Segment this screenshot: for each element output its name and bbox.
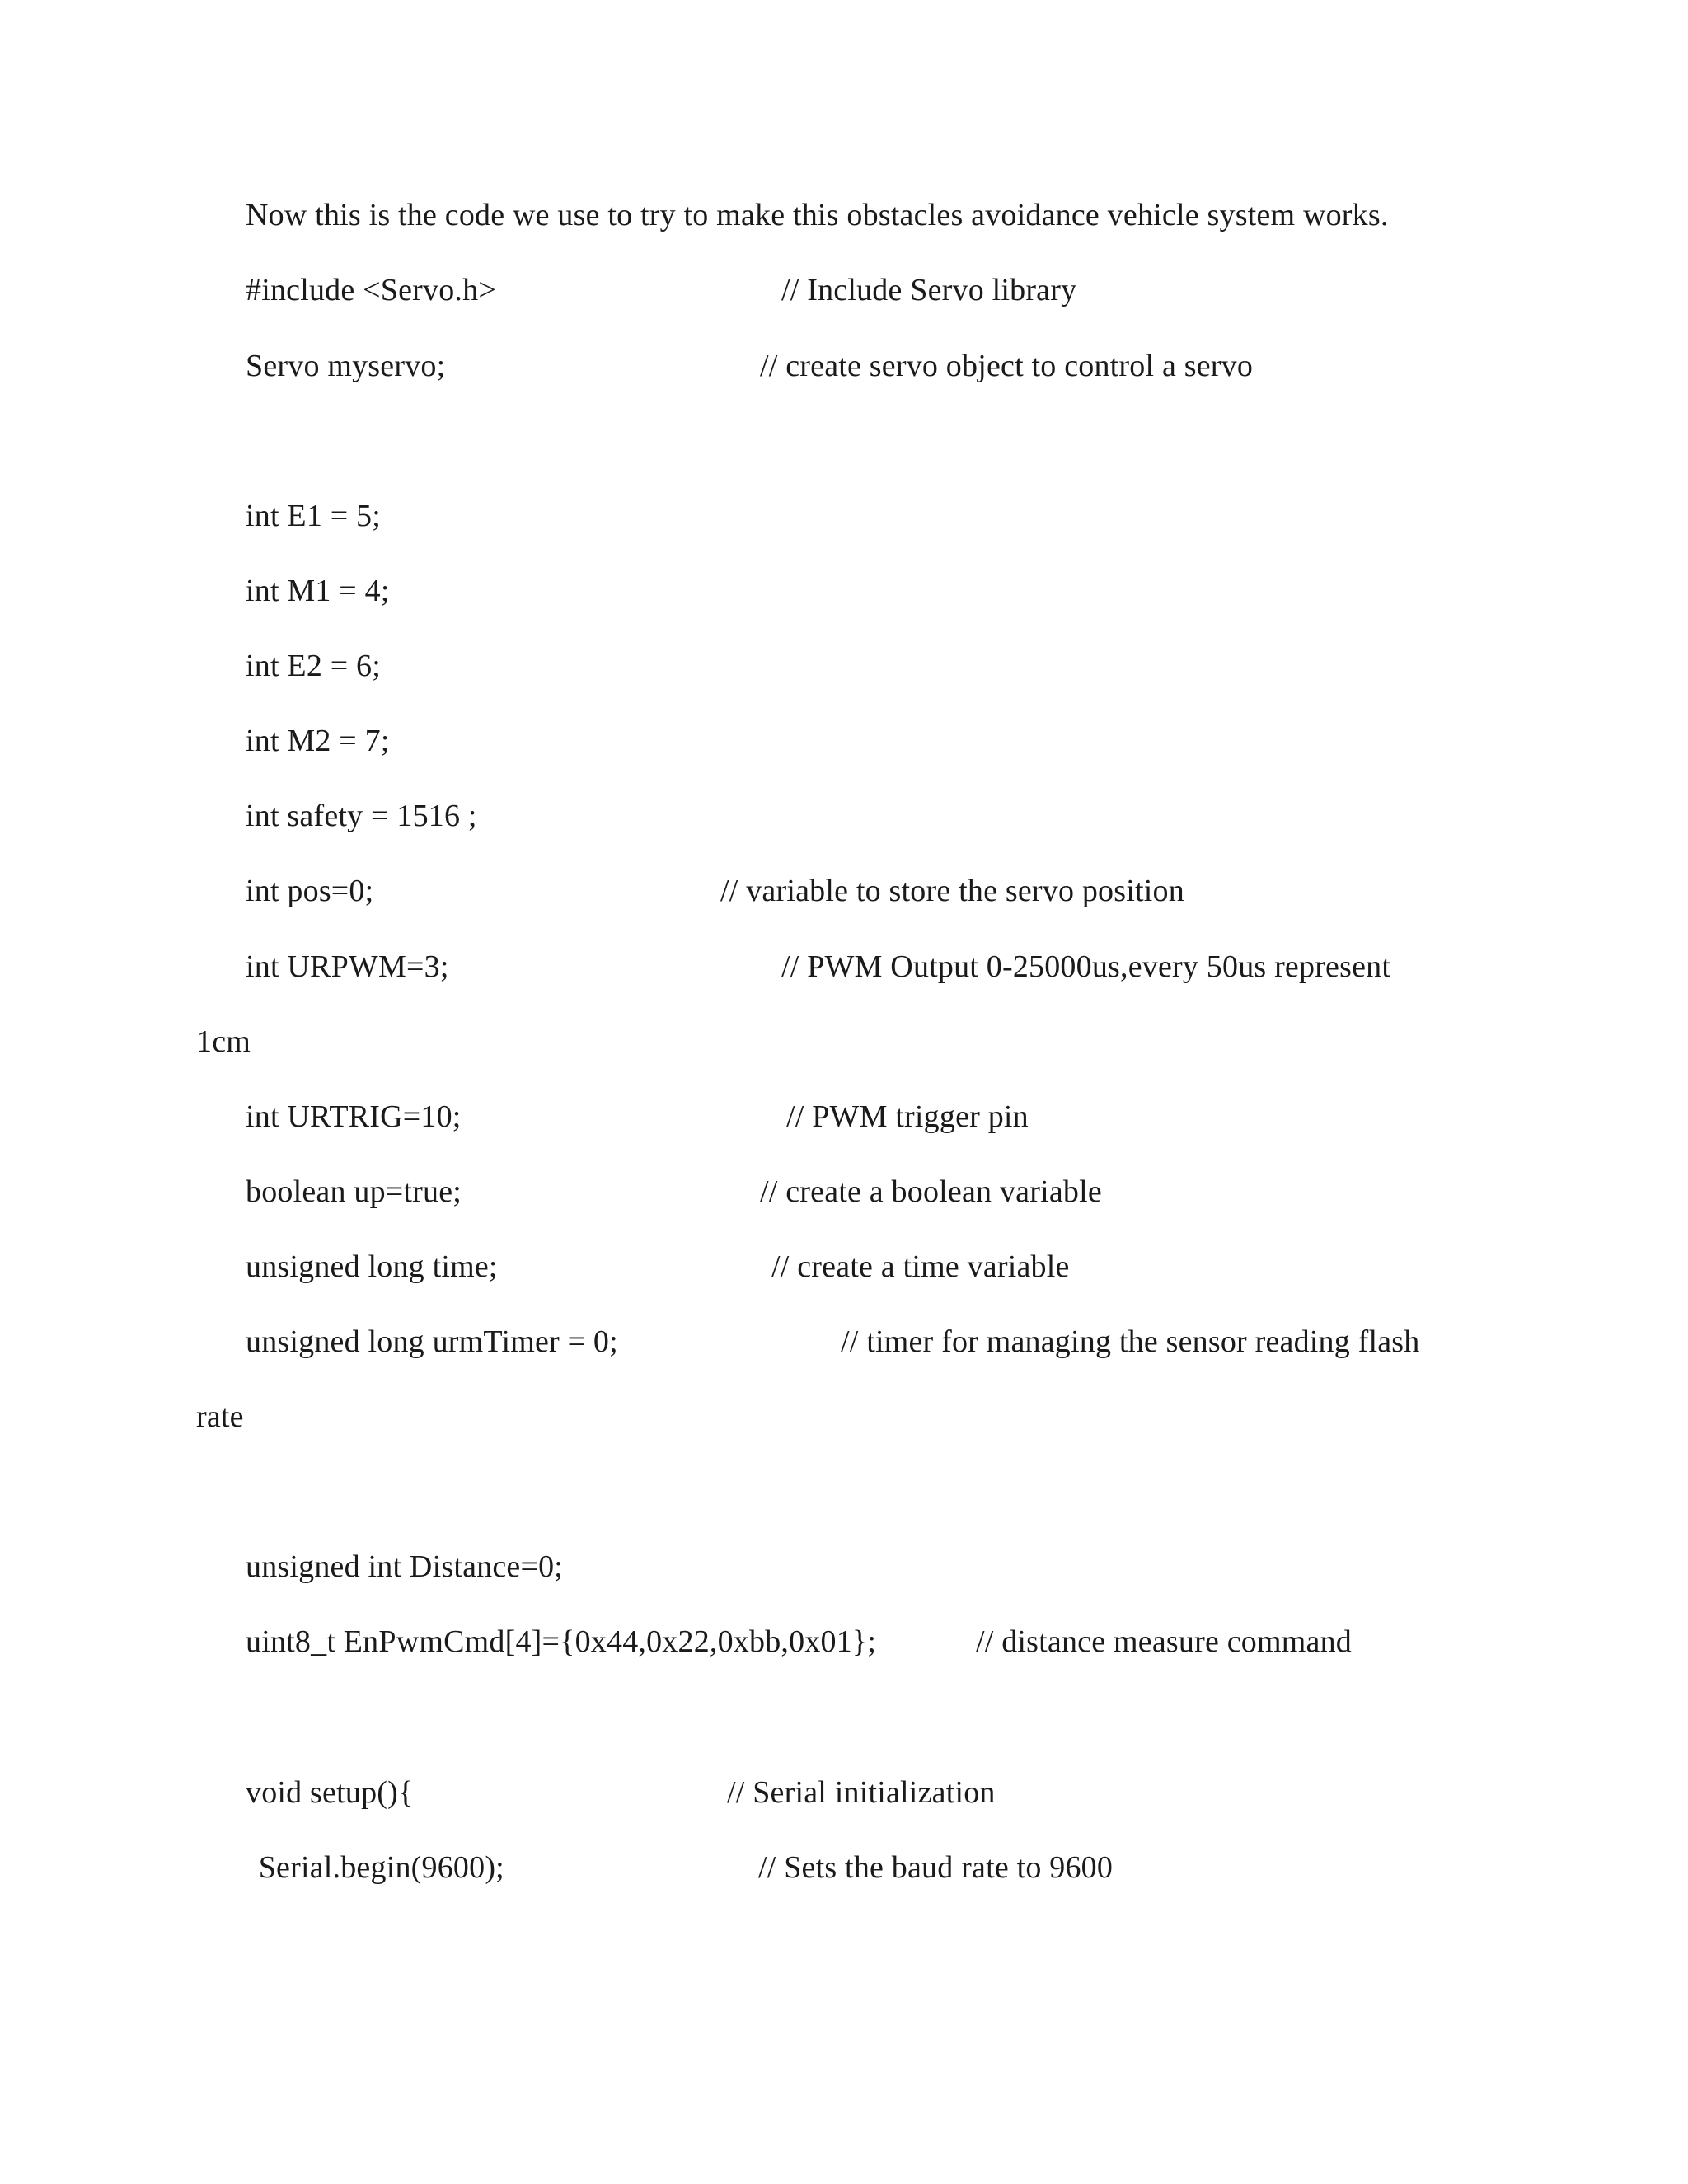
code-line-m1: int M1 = 4; bbox=[246, 574, 390, 608]
comment-time: // create a time variable bbox=[771, 1249, 1070, 1284]
code-line-urpwm: int URPWM=3; bbox=[246, 949, 449, 984]
code-line-urtrig: int URTRIG=10; bbox=[246, 1099, 462, 1134]
code-line-include: #include <Servo.h> bbox=[246, 273, 496, 307]
comment-urpwm-wrap: 1cm bbox=[196, 1024, 251, 1059]
comment-pos: // variable to store the servo position bbox=[720, 874, 1184, 908]
comment-urmtimer: // timer for managing the sensor reading flash bbox=[841, 1324, 1420, 1359]
comment-urtrig: // PWM trigger pin bbox=[786, 1099, 1029, 1134]
code-line-safety: int safety = 1516 ; bbox=[246, 799, 477, 833]
comment-up: // create a boolean variable bbox=[760, 1174, 1102, 1209]
code-line-up: boolean up=true; bbox=[246, 1174, 462, 1209]
code-line-e2: int E2 = 6; bbox=[246, 649, 382, 683]
code-line-urmtimer: unsigned long urmTimer = 0; bbox=[246, 1324, 618, 1359]
comment-servo: // create servo object to control a servo bbox=[760, 349, 1254, 383]
code-line-e1: int E1 = 5; bbox=[246, 499, 382, 533]
code-line-distance: unsigned int Distance=0; bbox=[246, 1549, 564, 1584]
code-line-enpwmcmd: uint8_t EnPwmCmd[4]={0x44,0x22,0xbb,0x01}; bbox=[246, 1624, 877, 1659]
code-line-pos: int pos=0; bbox=[246, 874, 374, 908]
code-line-setup: void setup(){ bbox=[246, 1775, 414, 1810]
comment-urpwm: // PWM Output 0-25000us,every 50us represent bbox=[781, 949, 1391, 984]
code-line-serial-begin: Serial.begin(9600); bbox=[251, 1850, 504, 1885]
intro-paragraph: Now this is the code we use to try to make this obstacles avoidance vehicle system works. bbox=[246, 198, 1389, 232]
code-line-m2: int M2 = 7; bbox=[246, 724, 390, 758]
code-line-time: unsigned long time; bbox=[246, 1249, 498, 1284]
comment-urmtimer-wrap: rate bbox=[196, 1399, 244, 1434]
code-line-servo: Servo myservo; bbox=[246, 349, 446, 383]
comment-include: // Include Servo library bbox=[781, 273, 1077, 307]
comment-serial-begin: // Sets the baud rate to 9600 bbox=[758, 1850, 1114, 1885]
comment-setup: // Serial initialization bbox=[727, 1775, 996, 1810]
comment-enpwmcmd: // distance measure command bbox=[976, 1624, 1352, 1659]
